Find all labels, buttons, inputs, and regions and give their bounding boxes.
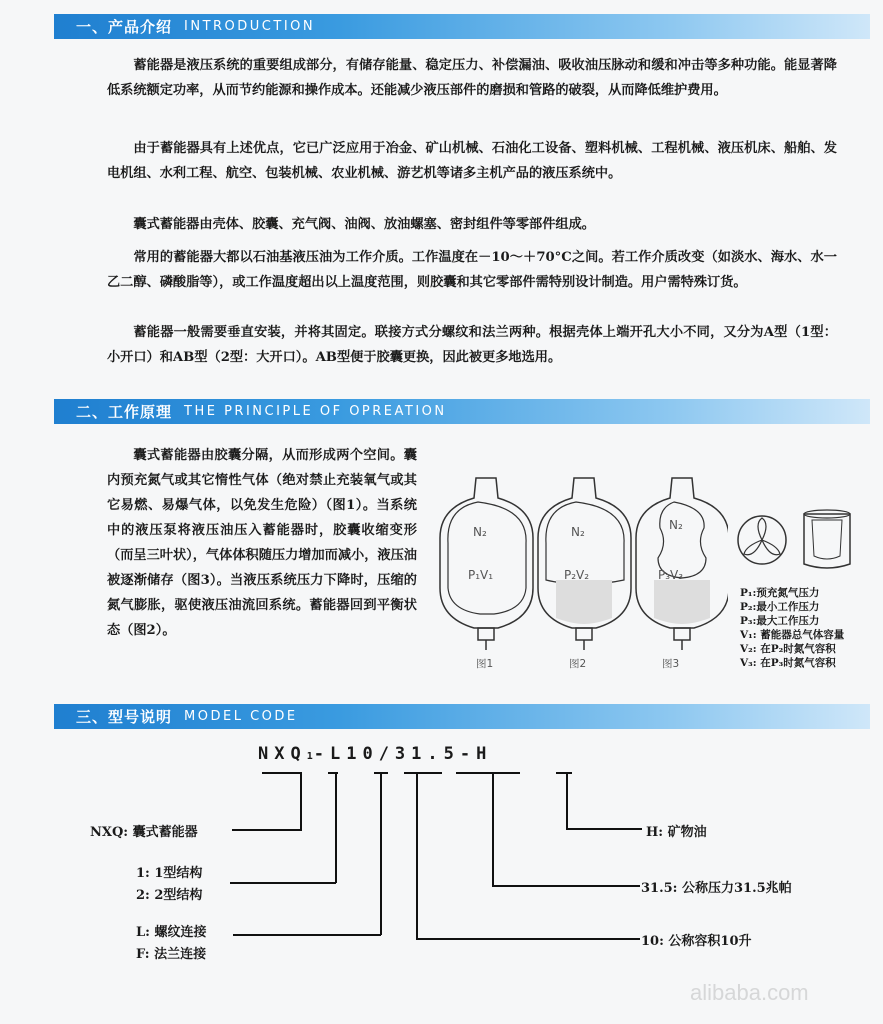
model-code-subscript: 1 [306,751,314,762]
intro-paragraph-5: 蓄能器一般需要垂直安装，并将其固定。联接方式分螺纹和法兰两种。根据壳体上端开孔大小不同，又分为A型（1型：小开口）和AB型（2型：大开口）。AB型便于胶囊更换，因此被更多地选用。 [107,325,837,365]
legend-v3: V₃: 在P₃时氮气容积 [740,657,836,669]
figure-caption-3: 图3 [662,658,680,670]
model-code-prefix: NXQ [258,744,307,764]
accumulator-figure-1 [440,478,533,650]
code-label-nxq: NXQ: 囊式蓄能器 [90,825,198,840]
figure-caption-2: 图2 [569,658,587,670]
model-code [258,744,492,764]
fig1-gas-label: N₂ [473,525,487,539]
accumulator-diagrams [438,468,728,658]
intro-paragraph-1: 蓄能器是液压系统的重要组成部分，有储存能量、稳定压力、补偿漏油、吸收油压脉动和缓和冲击等多种功能。能显著降低系统额定功率，从而节约能源和操作成本。还能减少液压部件的磨损和管路的破裂，从而降低维护费用。 [107,58,837,98]
code-label-thread: L: 螺纹连接 [136,925,207,940]
section-title-cn: 三、型号说明 [76,708,173,726]
code-label-volume: 10: 公称容积10升 [641,934,752,949]
watermark: alibaba.com [690,980,809,1005]
section-title-cn: 二、工作原理 [76,403,173,421]
section-header-model-code [54,704,870,729]
fig3-gas-label: N₂ [669,518,683,532]
model-code-rest: -L10/31.5-H [313,744,493,764]
bladder-section-diagram [734,506,864,574]
code-label-flange: F: 法兰连接 [136,947,207,962]
principle-paragraph: 囊式蓄能器由胶囊分隔，从而形成两个空间。囊内预充氮气或其它惰性气体（绝对禁止充装氧气或其它易燃、易爆气体，以免发生危险）（图1）。当系统中的液压泵将液压油压入蓄能器时，胶囊收缩变形（而呈三叶状），气体体积随压力增加而减小，液压油被逐渐储存（图3）。当液压系统压力下降时，压缩的氮气膨胀，驱使液压油流回系统。蓄能器回到平衡状态（图2）。 [107,448,417,638]
section-title-en: MODEL CODE [184,709,298,724]
section-title-cn: 一、产品介绍 [76,18,173,36]
fig2-pv-label: P₂V₂ [564,568,590,582]
fig1-pv-label: P₁V₁ [468,568,494,582]
intro-paragraph-3: 囊式蓄能器由壳体、胶囊、充气阀、油阀、放油螺塞、密封组件等零部件组成。 [133,217,595,232]
accumulator-figure-2 [538,478,631,650]
accumulator-figure-3 [636,478,728,650]
section-header-principle [54,399,870,424]
legend-v1: V₁: 蓄能器总气体容量 [740,629,845,641]
code-label-pressure: 31.5: 公称压力31.5兆帕 [641,881,792,896]
section-title-en: THE PRINCIPLE OF OPREATION [184,404,447,419]
code-label-type2: 2: 2型结构 [136,888,203,903]
fig3-pv-label: P₃V₃ [658,568,684,582]
legend-p2: P₂:最小工作压力 [740,601,820,613]
legend-p1: P₁:预充氮气压力 [740,587,820,599]
code-label-oil: H: 矿物油 [646,825,707,840]
figure-caption-1: 图1 [476,658,494,670]
code-label-type1: 1: 1型结构 [136,866,203,881]
section-title-en: INTRODUCTION [184,19,316,34]
intro-paragraph-2: 由于蓄能器具有上述优点，它已广泛应用于冶金、矿山机械、石油化工设备、塑料机械、工程机械、液压机床、船舶、发电机组、水利工程、航空、包装机械、农业机械、游艺机等诸多主机产品的液压系统中。 [107,141,837,181]
legend-v2: V₂: 在P₂时氮气容积 [740,643,836,655]
fig2-gas-label: N₂ [571,525,585,539]
legend-p3: P₃:最大工作压力 [740,615,820,627]
intro-paragraph-4: 常用的蓄能器大都以石油基液压油为工作介质。工作温度在－10～＋70°C之间。若工作介质改变（如淡水、海水、水一乙二醇、磷酸脂等），或工作温度超出以上温度范围，则胶囊和其它零部件需特别设计制造。用户需特殊订货。 [107,250,837,290]
section-header-introduction [54,14,870,39]
